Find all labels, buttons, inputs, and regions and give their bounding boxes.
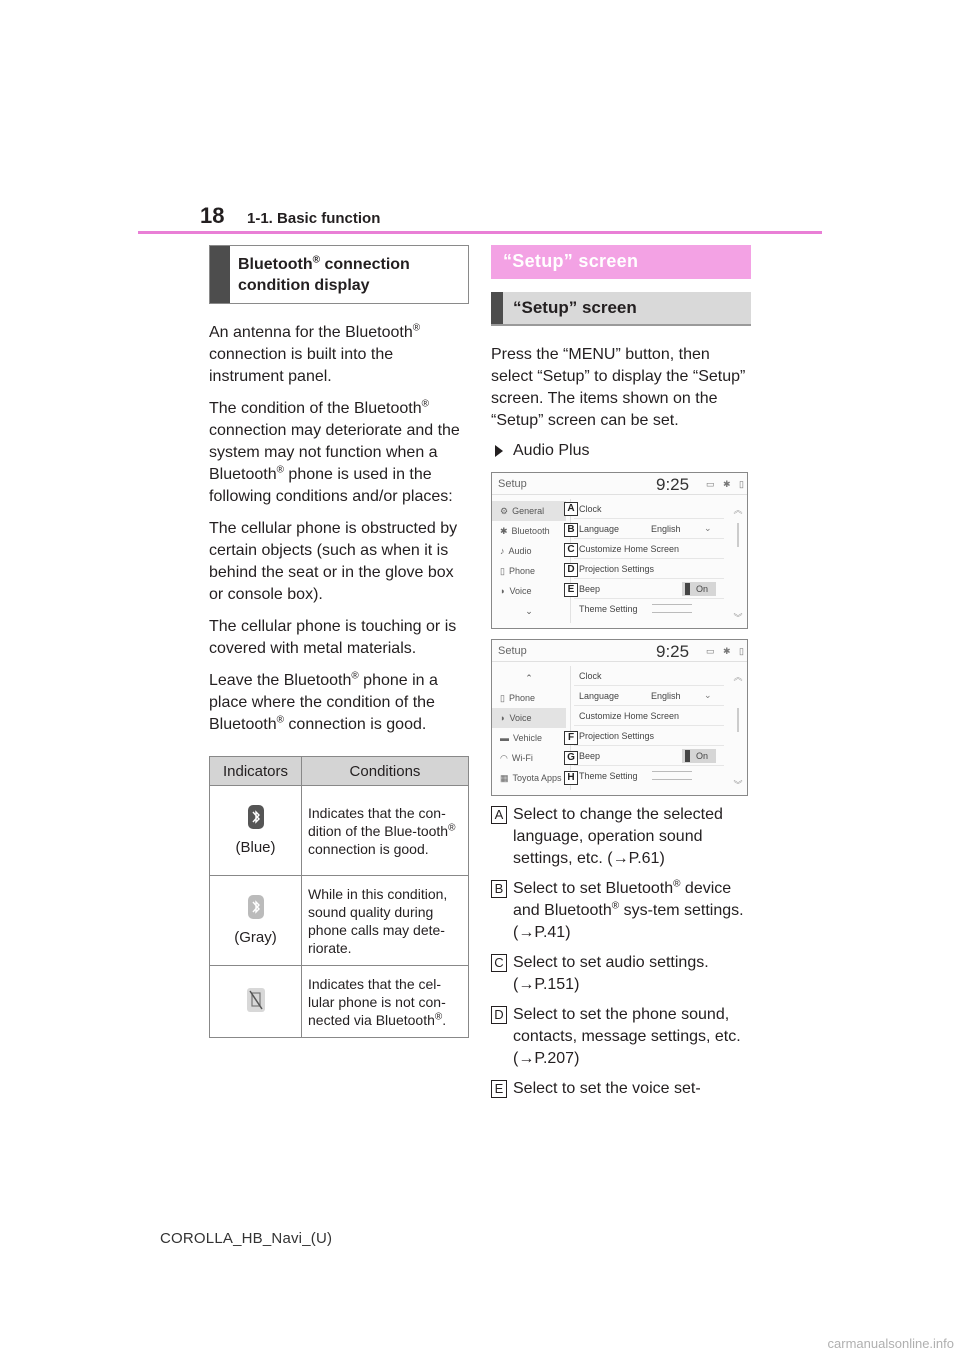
subheading-bar: [491, 292, 503, 324]
triangle-bullet-icon: [495, 445, 503, 457]
setup-options: [574, 666, 724, 786]
page-ref-link[interactable]: →P.41: [518, 924, 566, 941]
description-a: A Select to change the selected language, operation sound settings, etc. (→P.61): [491, 804, 751, 870]
chevron-down-icon: ⌄: [525, 605, 533, 616]
chevron-double-up-icon[interactable]: ︽: [733, 672, 743, 682]
option-language[interactable]: Language English ⌄: [574, 686, 724, 706]
setup-menu: [492, 668, 566, 788]
car-icon: ▬: [500, 733, 509, 743]
option-customize-home[interactable]: Customize Home Screen: [574, 706, 724, 726]
paragraph-metal: The cellular phone is touching or is covered with metal materials.: [209, 618, 457, 657]
indicator-label: (Blue): [235, 839, 276, 856]
status-icons: ▭ ✱ ▯: [706, 646, 747, 656]
option-clock[interactable]: Clock: [574, 666, 724, 686]
description-b: B Select to set Bluetooth® device and Bluetooth® sys-tem settings. (→P.41): [491, 878, 751, 944]
setup-section-title: “Setup” screen: [491, 245, 751, 279]
voice-icon: ◗: [500, 586, 506, 596]
letter-box: B: [491, 880, 507, 898]
condition-text: Indicates that the con-dition of the Blue-tooth® connection is good.: [302, 786, 469, 876]
option-beep[interactable]: Beep On: [574, 746, 724, 766]
option-language[interactable]: Language English ⌄: [574, 519, 724, 539]
menu-item-voice[interactable]: ◗ Voice: [492, 708, 566, 728]
table-row: [210, 876, 469, 966]
table-row: [210, 966, 469, 1038]
menu-item-toyota-apps[interactable]: ▦ Toyota Apps: [500, 772, 562, 783]
left-column: [209, 245, 469, 1038]
voice-icon: ◗: [500, 713, 506, 723]
menu-item-vehicle[interactable]: ▬ Vehicle: [500, 733, 543, 743]
table-row: [210, 786, 469, 876]
menu-item-bluetooth[interactable]: ✱ Bluetooth: [500, 525, 550, 536]
menu-item-phone[interactable]: ▯ Phone: [500, 692, 535, 703]
table-header-row: [210, 757, 469, 786]
option-customize-home[interactable]: Customize Home Screen: [574, 539, 724, 559]
letter-box: D: [491, 1006, 507, 1024]
callout-h: H: [564, 771, 578, 785]
setup-menu: [492, 501, 566, 621]
paragraph-obstructed: The cellular phone is obstructed by certain objects (such as when it is behind the seat or in the glove box or console box).: [209, 520, 458, 603]
gear-icon: ⚙: [500, 505, 509, 516]
letter-box: C: [491, 954, 507, 972]
phone-not-connected-icon: [246, 987, 266, 1013]
screen-title: Setup: [498, 478, 527, 490]
status-icons: ▭ ✱ ▯: [706, 479, 747, 489]
callout-d: D: [564, 563, 578, 577]
condition-text: Indicates that the cel-lular phone is not con-nected via Bluetooth®.: [302, 966, 469, 1038]
callout-g: G: [564, 751, 578, 765]
option-clock[interactable]: Clock: [574, 499, 724, 519]
chevron-down-icon: ⌄: [704, 523, 712, 533]
theme-preview: [652, 771, 692, 780]
setup-screenshot-1: [491, 472, 748, 629]
col-conditions: Conditions: [302, 757, 469, 786]
option-beep[interactable]: Beep On: [574, 579, 724, 599]
condition-text: While in this condition, sound quality during phone calls may dete-riorate.: [302, 876, 469, 966]
menu-item-voice[interactable]: ◗ Voice: [500, 586, 532, 596]
chevron-double-up-icon[interactable]: ︽: [733, 505, 743, 515]
screen-clock: 9:25: [656, 642, 690, 661]
bullet-audio-plus: Audio Plus: [491, 442, 751, 460]
beep-toggle[interactable]: On: [682, 582, 716, 596]
letter-box: E: [491, 1080, 507, 1098]
option-projection[interactable]: Projection Settings: [574, 559, 724, 579]
page-ref-link[interactable]: →P.61: [612, 850, 660, 867]
bluetooth-gray-icon: [247, 894, 265, 920]
menu-scroll-down[interactable]: [492, 601, 566, 621]
description-c: C Select to set audio settings. (→P.151): [491, 952, 751, 996]
callout-c: C: [564, 543, 578, 557]
description-e: E Select to set the voice set-: [491, 1078, 751, 1100]
apps-icon: ▦: [500, 772, 509, 783]
right-column: [491, 245, 751, 1100]
menu-item-audio[interactable]: ♪ Audio: [500, 546, 532, 556]
chevron-down-icon: ⌄: [704, 690, 712, 700]
screen-clock: 9:25: [656, 475, 690, 494]
footer-model-code: COROLLA_HB_Navi_(U): [160, 1230, 333, 1247]
indicator-label: (Gray): [234, 929, 277, 946]
heading-text: Bluetooth® connection condition display: [238, 254, 410, 294]
bluetooth-icon: ✱: [500, 525, 508, 536]
page-ref-link[interactable]: →P.151: [518, 976, 575, 993]
option-projection[interactable]: Projection Settings: [574, 726, 724, 746]
setup-intro: Press the “MENU” button, then select “Setup” to display the “Setup” screen. The items shown on the “Setup” screen can be set.: [491, 346, 746, 429]
paragraph-antenna: An antenna for the Bluetooth® connection is built into the instrument panel.: [209, 322, 421, 385]
setup-screenshot-2: [491, 639, 748, 796]
letter-box: A: [491, 806, 507, 824]
music-note-icon: ♪: [500, 546, 505, 556]
page-number: 18: [200, 203, 225, 228]
chevron-double-down-icon[interactable]: ︾: [733, 780, 743, 790]
setup-options: [574, 499, 724, 619]
menu-item-phone[interactable]: ▯ Phone: [500, 565, 535, 576]
chevron-double-down-icon[interactable]: ︾: [733, 613, 743, 623]
chevron-up-icon: ⌃: [525, 672, 533, 683]
menu-scroll-up[interactable]: [492, 668, 566, 688]
heading-bar: [210, 246, 230, 303]
callout-e: E: [564, 583, 578, 597]
screen-title: Setup: [498, 645, 527, 657]
bluetooth-blue-icon: [247, 804, 265, 830]
callout-b: B: [564, 523, 578, 537]
option-theme[interactable]: Theme Setting: [574, 599, 724, 619]
header-rule: [138, 231, 822, 234]
callout-a: A: [564, 502, 578, 516]
paragraph-leave: Leave the Bluetooth® phone in a place where the condition of the Bluetooth® connection is good.: [209, 670, 438, 733]
menu-item-wifi[interactable]: ◠ Wi-Fi: [500, 752, 533, 763]
watermark: carmanualsonline.info: [827, 1336, 954, 1351]
phone-icon: ▯: [500, 565, 505, 576]
indicator-table: [209, 756, 469, 1038]
option-theme[interactable]: Theme Setting: [574, 766, 724, 786]
callout-f: F: [564, 731, 578, 745]
theme-preview: [652, 604, 692, 613]
bluetooth-condition-heading: [209, 245, 469, 304]
menu-item-general[interactable]: ⚙ General: [492, 501, 566, 521]
beep-toggle[interactable]: On: [682, 749, 716, 763]
phone-icon: ▯: [500, 692, 505, 703]
page-ref-link[interactable]: →P.207: [518, 1050, 575, 1067]
wifi-icon: ◠: [500, 752, 508, 763]
paragraph-condition: The condition of the Bluetooth® connection may deteriorate and the system may not function when a Bluetooth® phone is used in the following conditions and/or places:: [209, 398, 460, 505]
col-indicators: Indicators: [210, 757, 302, 786]
description-d: D Select to set the phone sound, contacts, message settings, etc. (→P.207): [491, 1004, 751, 1070]
section-title: 1-1. Basic function: [247, 210, 381, 227]
scrollbar[interactable]: [731, 501, 745, 626]
setup-subheading: “Setup” screen: [491, 292, 751, 326]
scrollbar[interactable]: [731, 668, 745, 793]
